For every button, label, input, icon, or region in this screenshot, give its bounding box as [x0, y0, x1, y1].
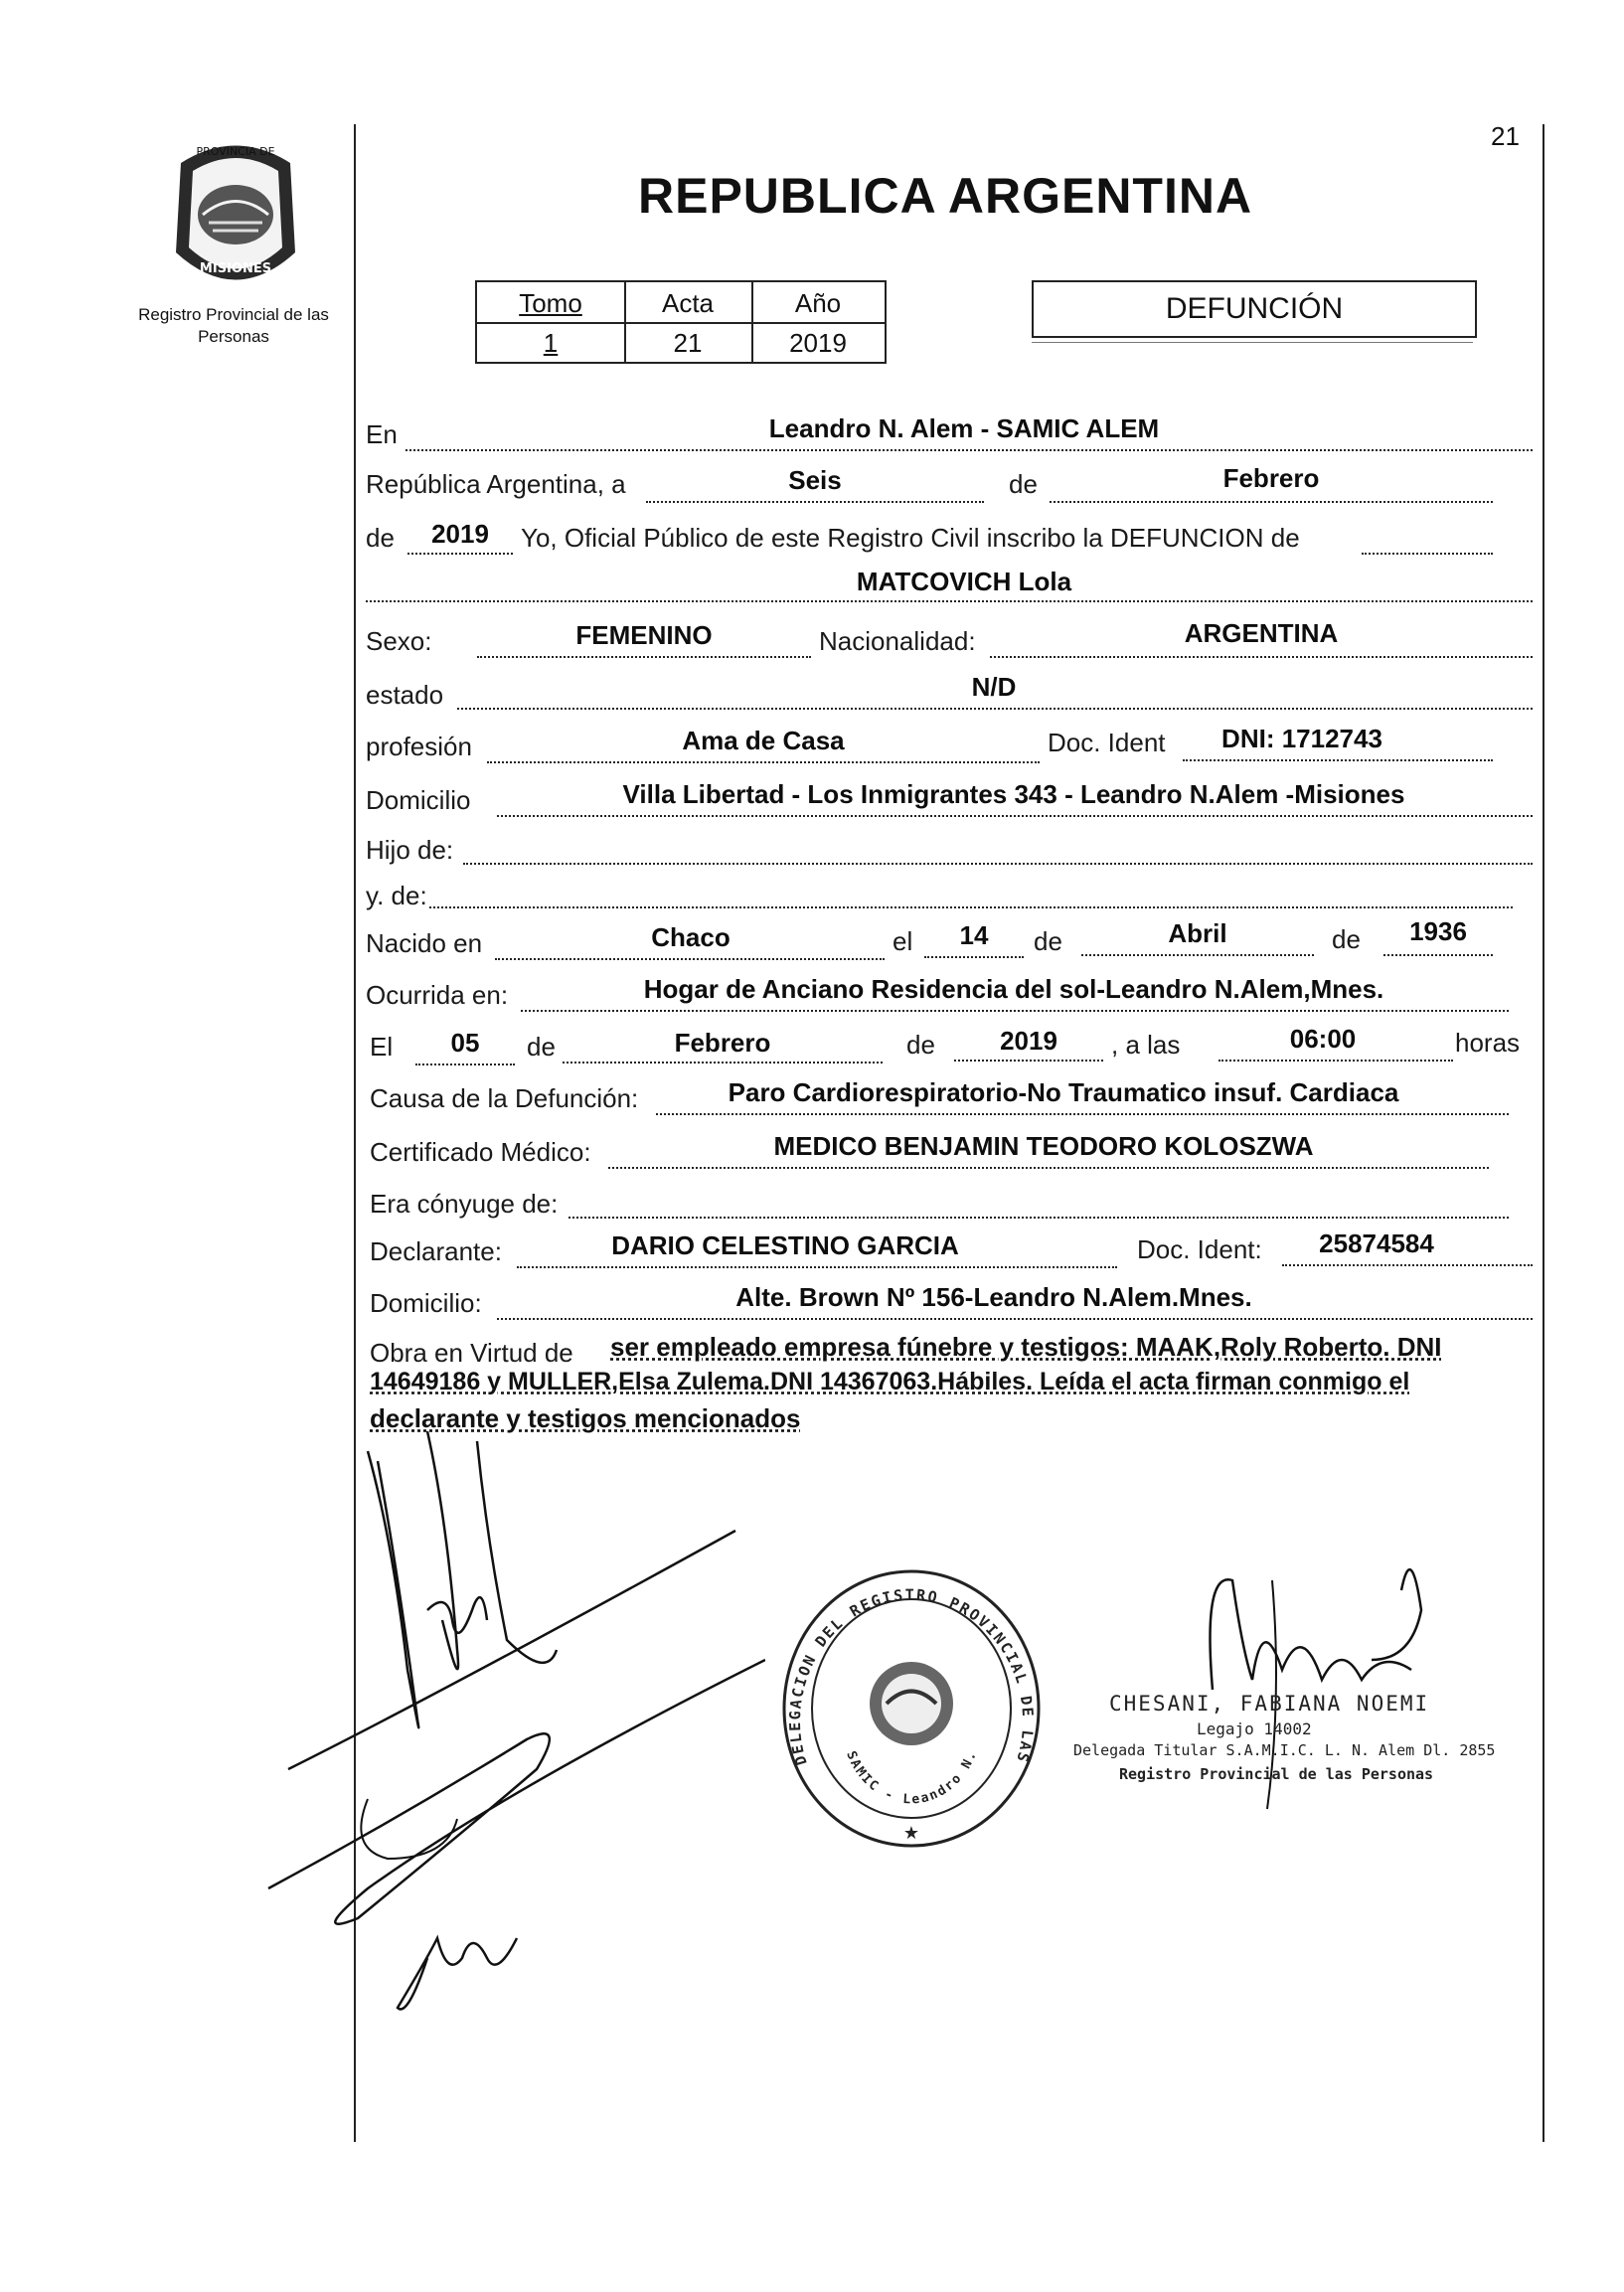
label-domicilio2: Domicilio:: [370, 1288, 482, 1318]
stamp-name: CHESANI, FABIANA NOEMI: [1109, 1692, 1430, 1716]
registry-seal: [777, 1564, 1046, 1853]
label-inscribe: Yo, Oficial Público de este Registro Civil inscribo la DEFUNCION de: [521, 523, 1300, 553]
stamp-cargo: Delegada Titular S.A.M.I.C. L. N. Alem Dl. 2855: [1073, 1741, 1496, 1759]
tomo-value: 1: [543, 328, 559, 358]
label-obra: Obra en Virtud de: [370, 1338, 573, 1368]
nacido-lugar-value: Chaco: [651, 922, 731, 952]
nacionalidad-value: ARGENTINA: [1184, 618, 1339, 648]
label-sexo: Sexo:: [366, 626, 432, 656]
nacido-anio-value: 1936: [1409, 916, 1467, 946]
obra-line1: ser empleado empresa fúnebre y testigos: MAAK,Roly Roberto. DNI: [610, 1332, 1442, 1362]
declarante-doc-value: 25874584: [1319, 1228, 1434, 1258]
label-horas: horas: [1455, 1028, 1521, 1058]
obra-line3: declarante y testigos mencionados: [370, 1403, 801, 1433]
label-profesion: profesión: [366, 732, 472, 761]
label-nacido-en: Nacido en: [366, 928, 483, 958]
label-causa: Causa de la Defunción:: [370, 1083, 639, 1113]
issuer-name: Registro Provincial de las Personas: [138, 305, 329, 346]
lugar-value: Leandro N. Alem - SAMIC ALEM: [768, 413, 1160, 443]
label-en: En: [366, 419, 398, 449]
label-el: el: [893, 926, 913, 956]
anio-inscripcion-value: 2019: [431, 519, 489, 549]
label-de-5: de: [527, 1032, 556, 1062]
nacido-mes-value: Abril: [1168, 918, 1227, 948]
fallecimiento-anio-value: 2019: [1000, 1026, 1057, 1056]
ocurrida-en-value: Hogar de Anciano Residencia del sol-Leandro N.Alem,Mnes.: [643, 974, 1384, 1004]
label-certificado: Certificado Médico:: [370, 1137, 591, 1167]
label-de-4: de: [1332, 924, 1361, 954]
page-number: 21: [1491, 121, 1520, 151]
anio-value: 2019: [789, 328, 847, 358]
nacido-dia-value: 14: [959, 920, 989, 950]
fallecimiento-dia-value: 05: [450, 1028, 480, 1058]
label-y-de: y. de:: [366, 881, 427, 910]
dia-inscripcion-value: Seis: [788, 465, 842, 495]
label-nacionalidad: Nacionalidad:: [819, 626, 976, 656]
label-de-1: de: [1009, 469, 1038, 499]
label-ocurrida-en: Ocurrida en:: [366, 980, 509, 1010]
record-table: [475, 280, 887, 364]
declarante-domicilio-value: Alte. Brown Nº 156-Leandro N.Alem.Mnes.: [735, 1282, 1252, 1312]
label-hijo-de: Hijo de:: [366, 835, 454, 865]
witness-signatures: [248, 1421, 765, 2038]
seal-inner-text: SAMIC - Leandro N.: [843, 1747, 981, 1808]
label-de-2: de: [366, 523, 395, 553]
stamp-registro: Registro Provincial de las Personas: [1119, 1765, 1434, 1783]
right-margin-line: [1543, 124, 1544, 2142]
label-a-las: , a las: [1111, 1030, 1181, 1060]
acta-header: Acta: [661, 288, 715, 318]
seal-outer-text: DELEGACION DEL REGISTRO PROVINCIAL DE LAS: [785, 1585, 1038, 1768]
domicilio-value: Villa Libertad - Los Inmigrantes 343 - Leandro N.Alem -Misiones: [622, 779, 1405, 809]
declarante-value: DARIO CELESTINO GARCIA: [611, 1230, 959, 1260]
dni-value: DNI: 1712743: [1221, 724, 1382, 753]
document-title: REPUBLICA ARGENTINA: [638, 168, 1253, 224]
tomo-header: Tomo: [519, 288, 582, 318]
label-estado: estado: [366, 680, 444, 710]
crest-text-bottom: MISIONES: [199, 261, 272, 276]
label-conyuge: Era cónyuge de:: [370, 1189, 559, 1219]
acta-value: 21: [673, 328, 703, 358]
mes-inscripcion-value: Febrero: [1222, 463, 1320, 493]
label-doc-ident: Doc. Ident: [1048, 728, 1166, 757]
causa-value: Paro Cardiorespiratorio-No Traumatico insuf. Cardiaca: [728, 1077, 1399, 1107]
certificado-value: MEDICO BENJAMIN TEODORO KOLOSZWA: [773, 1131, 1314, 1161]
document-type: DEFUNCIÓN: [1165, 292, 1344, 325]
svg-text:★: ★: [902, 1823, 920, 1843]
label-el-cap: El: [370, 1032, 394, 1062]
hora-value: 06:00: [1289, 1024, 1357, 1054]
anio-header: Año: [794, 288, 842, 318]
sexo-value: FEMENINO: [575, 620, 713, 650]
profesion-value: Ama de Casa: [682, 726, 845, 755]
label-de-3: de: [1034, 926, 1062, 956]
label-declarante: Declarante:: [370, 1236, 502, 1266]
estado-value: N/D: [971, 672, 1017, 702]
province-crest-logo: [161, 133, 310, 292]
fallecido-value: MATCOVICH Lola: [856, 567, 1072, 596]
label-de-6: de: [906, 1030, 935, 1060]
label-republica: República Argentina, a: [366, 469, 626, 499]
crest-text-top: PROVINCIA DE: [196, 145, 275, 158]
stamp-legajo: Legajo 14002: [1197, 1719, 1312, 1738]
obra-line2: 14649186 y MULLER,Elsa Zulema.DNI 14367063.Hábiles. Leída el acta firman conmigo el: [370, 1368, 1410, 1395]
document-type-box: [1032, 280, 1477, 338]
label-doc-ident2: Doc. Ident:: [1137, 1234, 1262, 1264]
fallecimiento-mes-value: Febrero: [674, 1028, 771, 1058]
label-domicilio: Domicilio: [366, 785, 471, 815]
